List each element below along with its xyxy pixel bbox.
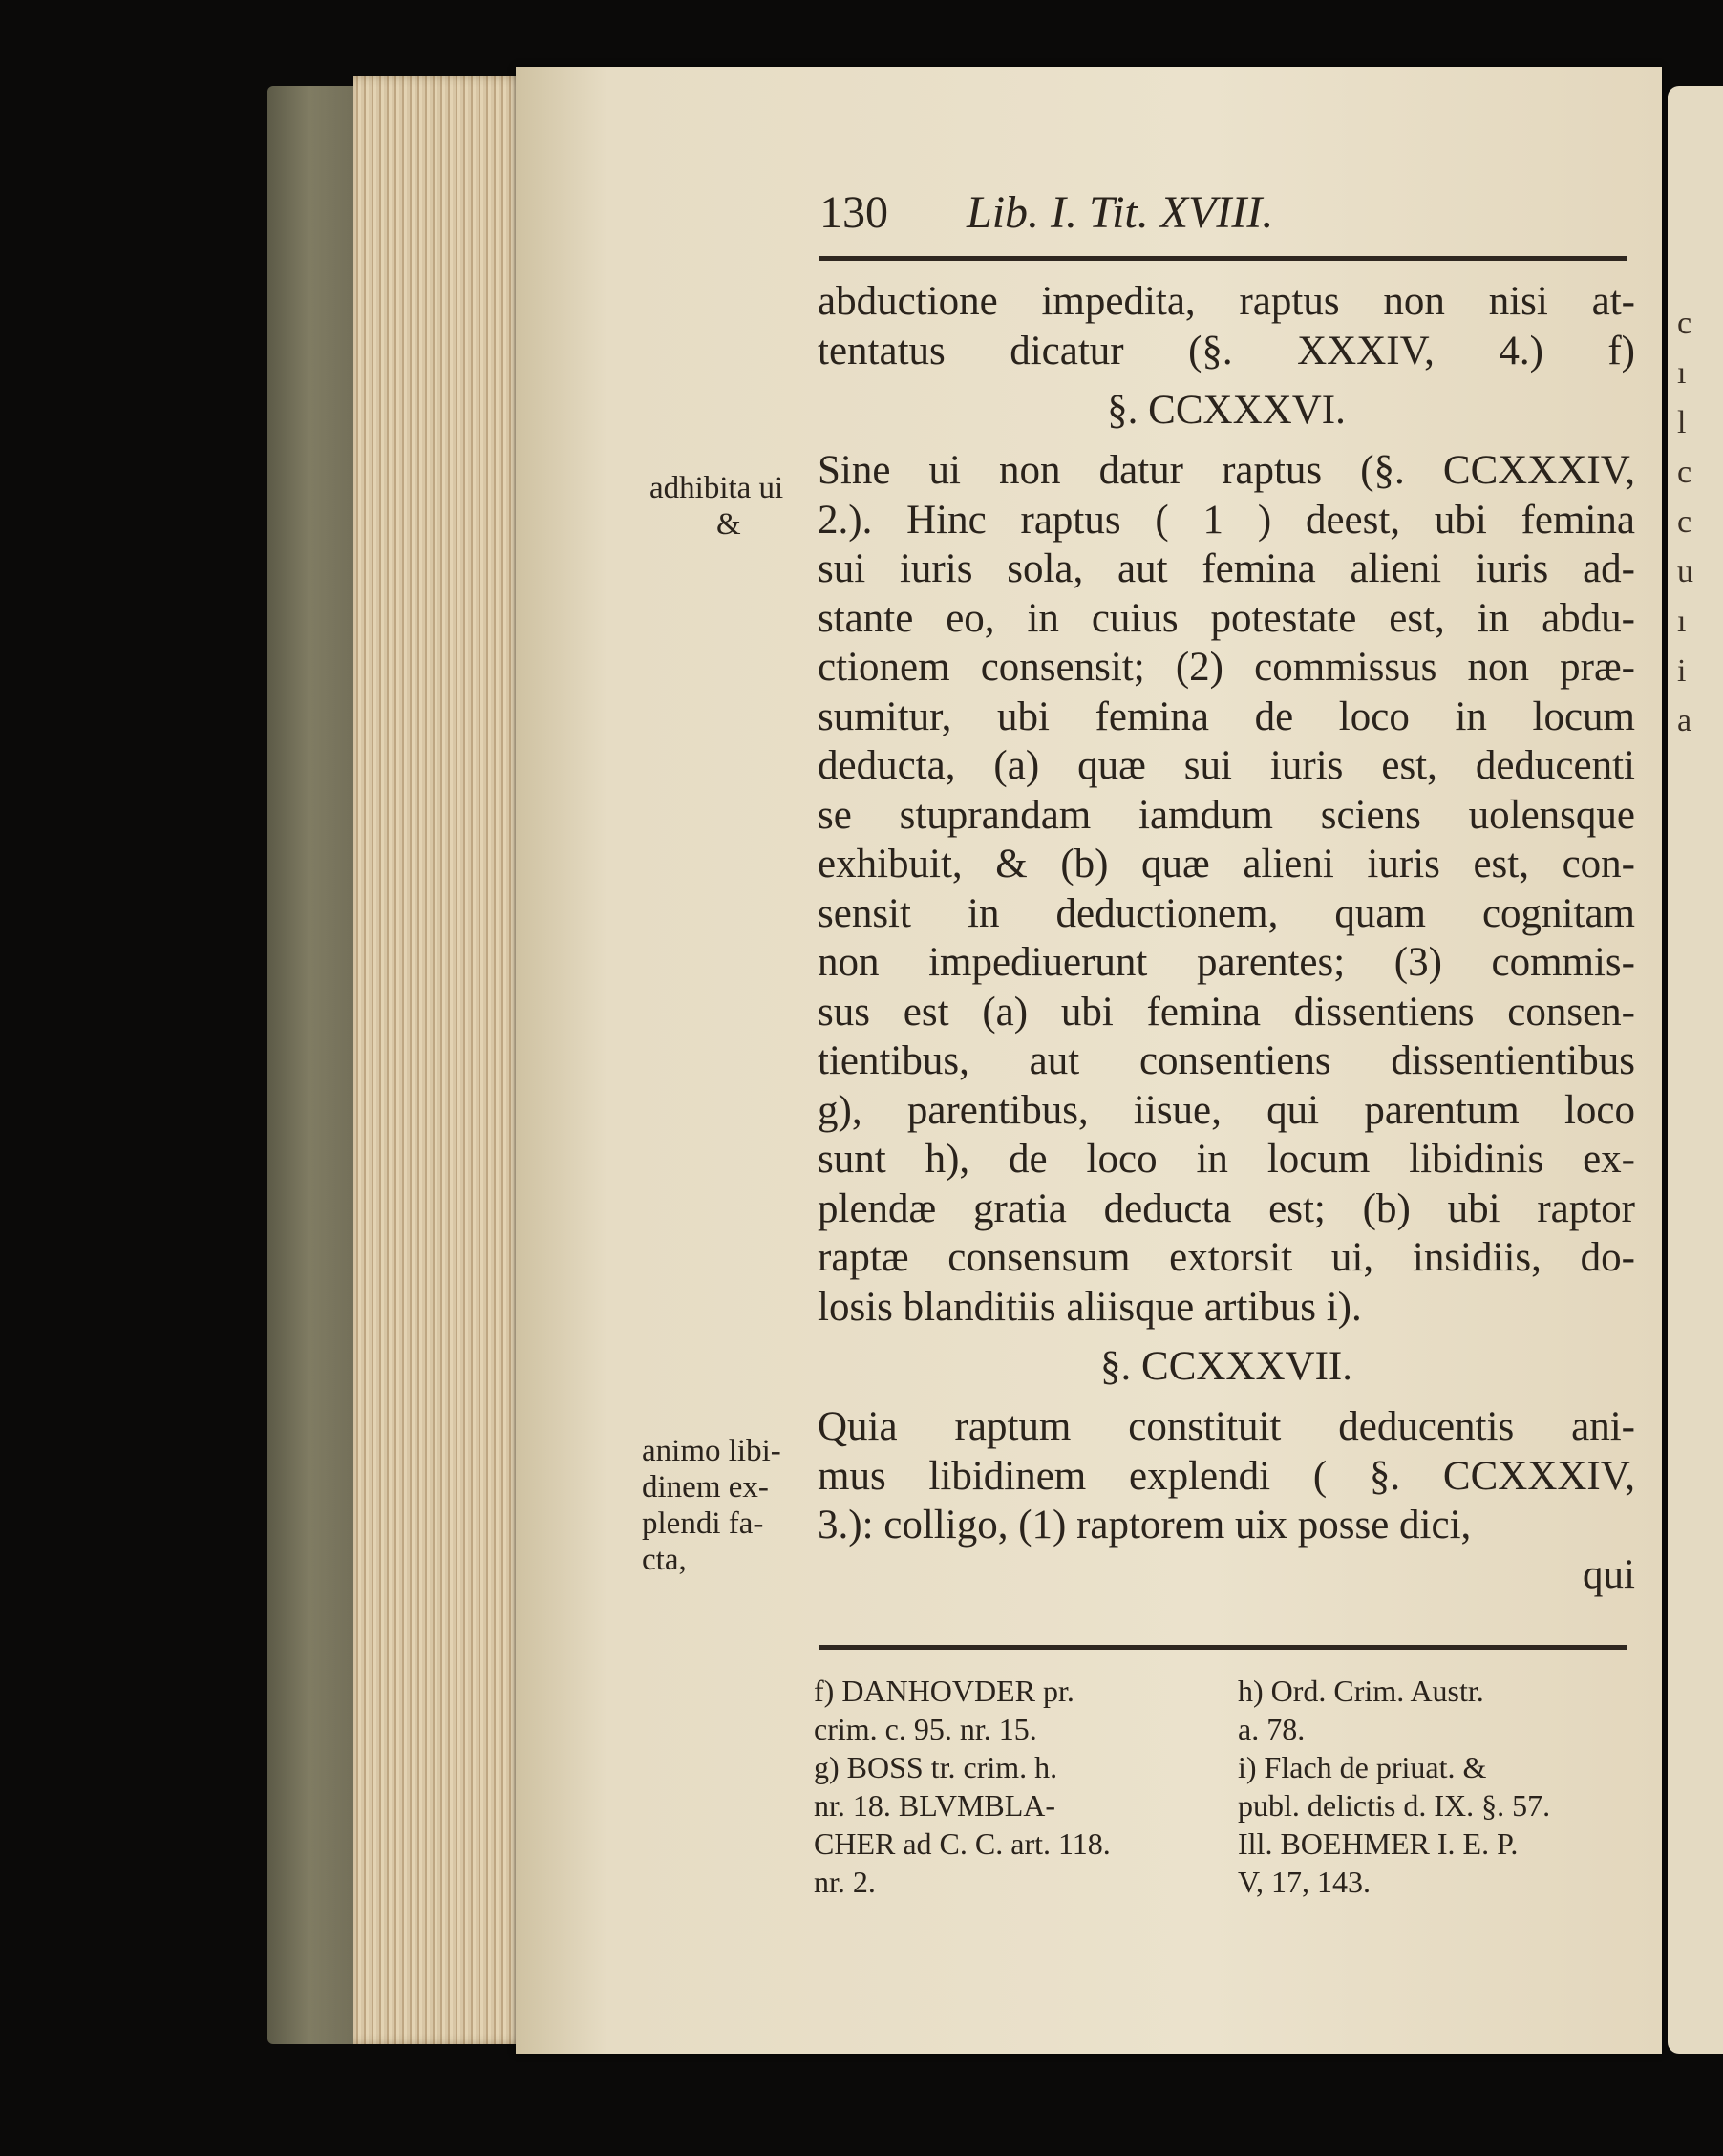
margin-line: animo libi- <box>642 1434 781 1468</box>
text-line: plendæ gratia deducta est; (b) ubi raptor <box>818 1185 1635 1231</box>
footnote-line: g) BOSS tr. crim. h. <box>814 1750 1058 1784</box>
text-line: g), parentibus, iisue, qui parentum loco <box>818 1087 1635 1133</box>
footnote-line: V, 17, 143. <box>1238 1865 1371 1899</box>
running-head <box>819 186 1273 239</box>
text-line: mus libidinem explendi ( §. CCXXXIV, <box>818 1453 1635 1499</box>
next-page-edge <box>1668 86 1723 2054</box>
text-line: tientibus, aut consentiens dissentientibus <box>818 1038 1635 1083</box>
footnote-line: publ. delictis d. IX. §. 57. <box>1238 1788 1551 1823</box>
text-line: stante eo, in cuius potestate est, in abdu- <box>818 595 1635 641</box>
header-rule <box>819 256 1627 261</box>
fragment: l <box>1677 405 1687 440</box>
main-text <box>818 277 1635 1599</box>
fragment: a <box>1677 703 1692 738</box>
footnote-rule <box>819 1645 1627 1650</box>
text-line: sunt h), de loco in locum libidinis ex- <box>818 1137 1635 1182</box>
text-line: Sine ui non datur raptus (§. CCXXXIV, <box>818 448 1635 493</box>
fragment: u <box>1677 554 1693 589</box>
running-title: Lib. I. Tit. XVIII. <box>967 187 1274 238</box>
text-line: exhibuit, & (b) quæ alieni iuris est, con- <box>818 842 1635 886</box>
text-line: 3.): colligo, (1) raptorem uix posse dici, <box>818 1503 1472 1548</box>
margin-note <box>649 470 783 543</box>
text-line: se stuprandam iamdum sciens uolensque <box>818 792 1635 838</box>
page-number: 130 <box>819 187 888 238</box>
footnote-line: CHER ad C. C. art. 118. <box>814 1826 1111 1861</box>
text-line: deducta, (a) quæ sui iuris est, deducenti <box>818 743 1635 788</box>
footnotes-left <box>814 1672 1205 1901</box>
margin-line: cta, <box>642 1543 687 1577</box>
text-line: losis blanditiis aliisque artibus i). <box>818 1284 1362 1330</box>
margin-note <box>642 1433 781 1578</box>
text-line: sensit in deductionem, quam cognitam <box>818 890 1635 936</box>
text-line: 2.). Hinc raptus ( 1 ) deest, ubi femina <box>818 497 1635 543</box>
text-line: Quia raptum constituit deducentis ani- <box>818 1404 1635 1449</box>
text-line: non impediuerunt parentes; (3) commis- <box>818 940 1635 985</box>
footnote-line: h) Ord. Crim. Austr. <box>1238 1674 1484 1708</box>
catchword: qui <box>1583 1551 1635 1597</box>
margin-line: dinem ex- <box>642 1470 769 1505</box>
text-line: abductione impedita, raptus non nisi at- <box>818 279 1635 324</box>
footnote-line: i) Flach de priuat. & <box>1238 1750 1487 1784</box>
footnote-line: f) DANHOVDER pr. <box>814 1674 1074 1708</box>
text-line: sus est (a) ubi femina dissentiens consen- <box>818 989 1635 1035</box>
margin-line: & <box>716 507 741 542</box>
section-body <box>818 1402 1635 1550</box>
footnote-line: nr. 2. <box>814 1865 876 1899</box>
section-body <box>818 446 1635 1332</box>
text-line: sui iuris sola, aut femina alieni iuris ad- <box>818 546 1635 591</box>
footnotes-right <box>1238 1672 1629 1901</box>
section-heading: §. CCXXXVI. <box>1107 388 1346 433</box>
fragment: c <box>1677 504 1692 540</box>
text-line: tentatus dicatur (§. XXXIV, 4.) f) <box>818 328 1635 374</box>
text-line: raptæ consensum extorsit ui, insidiis, do- <box>818 1235 1635 1280</box>
footnote-line: a. 78. <box>1238 1712 1306 1746</box>
margin-line: adhibita ui <box>649 471 784 505</box>
fragment: c <box>1677 455 1692 490</box>
footnote-line: Ill. BOEHMER I. E. P. <box>1238 1826 1519 1861</box>
fragment: i <box>1677 653 1687 689</box>
text-line: sumitur, ubi femina de loco in locum <box>818 694 1635 739</box>
fragment: ı <box>1677 604 1687 639</box>
fragment: c <box>1677 306 1692 341</box>
fragment: ı <box>1677 355 1687 391</box>
section-heading: §. CCXXXVII. <box>1100 1344 1352 1389</box>
footnote-line: nr. 18. BLVMBLA- <box>814 1788 1056 1823</box>
margin-line: plendi fa- <box>642 1506 764 1541</box>
footnote-line: crim. c. 95. nr. 15. <box>814 1712 1037 1746</box>
text-line: ctionem consensit; (2) commissus non præ- <box>818 645 1635 690</box>
